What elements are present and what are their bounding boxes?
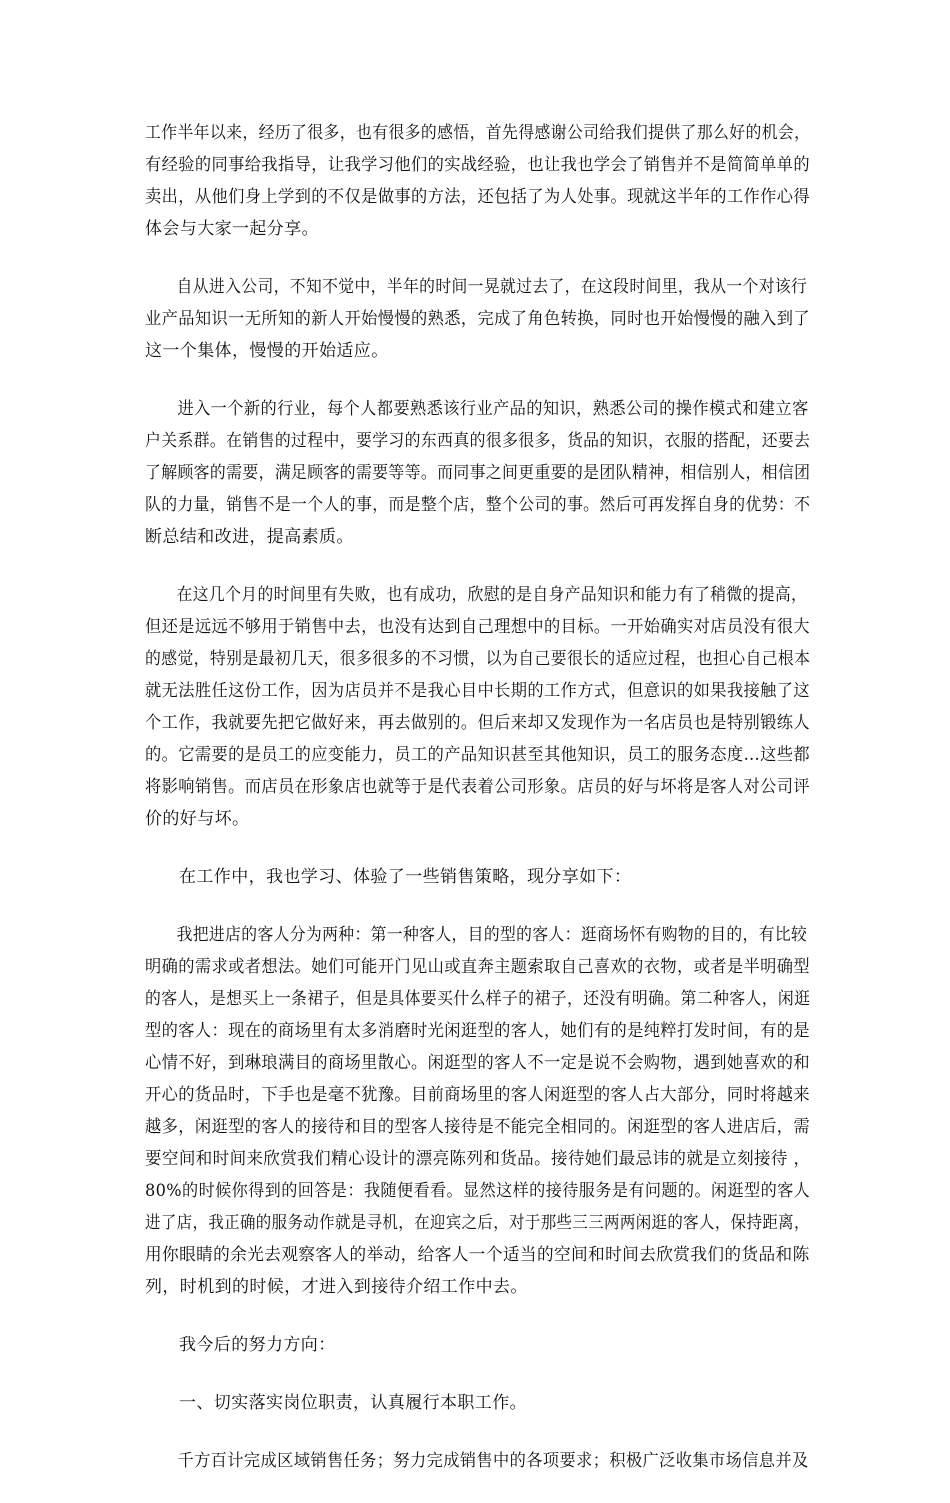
text-line: 的。它需要的是员工的应变能力，员工的产品知识甚至其他知识，员工的服务态度…这些都	[145, 745, 811, 765]
text-line: 户关系群。在销售的过程中，要学习的东西真的很多很多，货品的知识，衣服的搭配，还要去	[145, 431, 811, 451]
text-line: 个工作，我就要先把它做好来，再去做别的。但后来却又发现作为一名店员也是特别锻练人	[145, 713, 811, 733]
paragraph	[145, 1387, 810, 1419]
paragraph	[145, 271, 810, 367]
text-line: 我今后的努力方向：	[179, 1335, 336, 1355]
text-line: 将影响销售。而店员在形象店也就等于是代表着公司形象。店员的好与坏将是客人对公司评	[145, 777, 811, 797]
text-line: 的客人，是想买上一条裙子，但是具体要买什么样子的裙子，还没有明确。第二种客人，闲逛	[145, 989, 811, 1009]
text-line: 工作半年以来，经历了很多，也有很多的感悟，首先得感谢公司给我们提供了那么好的机会，	[145, 123, 811, 143]
paragraph	[145, 393, 810, 553]
text-line: 业产品知识一无所知的新人开始慢慢的熟悉，完成了角色转换，同时也开始慢慢的融入到了	[145, 309, 811, 329]
text-line: 我把进店的客人分为两种：第一种客人，目的型的客人：逛商场怀有购物的目的，有比较	[176, 925, 808, 945]
text-line: 自从进入公司，不知不觉中，半年的时间一晃就过去了，在这段时间里，我从一个对该行	[176, 277, 808, 297]
text-line: 的感觉，特别是最初几天，很多很多的不习惯，以为自己要很长的适应过程，也担心自己根本	[145, 649, 811, 669]
text-line: 在这几个月的时间里有失败，也有成功，欣慰的是自身产品知识和能力有了稍微的提高，	[176, 585, 808, 605]
paragraph	[145, 1329, 810, 1361]
text-line: 队的力量，销售不是一个人的事，而是整个店，整个公司的事。然后可再发挥自身的优势：不	[145, 495, 811, 515]
text-line: 在工作中，我也学习、体验了一些销售策略，现分享如下：	[179, 867, 632, 887]
text-line: 千方百计完成区域销售任务；努力完成销售中的各项要求；积极广泛收集市场信息并及	[177, 1451, 809, 1471]
text-line: 越多，闲逛型的客人的接待和目的型客人接待是不能完全相同的。闲逛型的客人进店后，需	[145, 1117, 811, 1137]
text-line: 就无法胜任这份工作，因为店员并不是我心目中长期的工作方式，但意识的如果我接触了这	[145, 681, 811, 701]
text-line: 心情不好，到琳琅满目的商场里散心。闲逛型的客人不一定是说不会购物，遇到她喜欢的和	[145, 1053, 811, 1073]
document-body	[145, 117, 810, 1503]
text-line: 了解顾客的需要，满足顾客的需要等等。而同事之间更重要的是团队精神，相信别人，相信团	[145, 463, 811, 483]
text-line: 用你眼睛的余光去观察客人的举动，给客人一个适当的空间和时间去欣赏我们的货品和陈	[145, 1245, 810, 1265]
text-line: 一、切实落实岗位职责，认真履行本职工作。	[179, 1393, 527, 1413]
text-line: 80%的时候你得到的回答是：我随便看看。显然这样的接待服务是有问题的。闲逛型的客人	[145, 1181, 811, 1201]
text-line: 开心的货品时，下手也是毫不犹豫。目前商场里的客人闲逛型的客人占大部分，同时将越来	[145, 1085, 811, 1105]
text-line: 要空间和时间来欣赏我们精心设计的漂亮陈列和货品。接待她们最忌讳的就是立刻接待 ，	[145, 1149, 811, 1169]
text-line: 有经验的同事给我指导，让我学习他们的实战经验，也让我也学会了销售并不是简简单单的	[145, 155, 811, 175]
text-line: 卖出，从他们身上学到的不仅是做事的方法，还包括了为人处事。现就这半年的工作作心得	[145, 187, 811, 207]
text-line: 价的好与坏。	[145, 809, 250, 829]
text-line: 列，时机到的时候，才进入到接待介绍工作中去。	[145, 1277, 528, 1297]
paragraph	[145, 1445, 810, 1477]
text-line: 这一个集体，慢慢的开始适应。	[145, 341, 389, 361]
text-line: 但还是远远不够用于销售中去，也没有达到自己理想中的目标。一开始确实对店员没有很大	[145, 617, 811, 637]
text-line: 明确的需求或者想法。她们可能开门见山或直奔主题索取自己喜欢的衣物，或者是半明确型	[145, 957, 811, 977]
paragraph	[145, 861, 810, 893]
text-line: 型的客人：现在的商场里有太多消磨时光闲逛型的客人，她们有的是纯粹打发时间，有的是	[145, 1021, 811, 1041]
paragraph	[145, 579, 810, 835]
text-line: 进了店，我正确的服务动作就是寻机，在迎宾之后，对于那些三三两两闲逛的客人，保持距离，	[145, 1213, 810, 1233]
paragraph	[145, 919, 810, 1303]
paragraph	[145, 117, 810, 245]
text-line: 断总结和改进，提高素质。	[145, 527, 354, 547]
text-line: 进入一个新的行业，每个人都要熟悉该行业产品的知识，熟悉公司的操作模式和建立客	[177, 399, 809, 419]
text-line: 体会与大家一起分享。	[145, 219, 319, 239]
